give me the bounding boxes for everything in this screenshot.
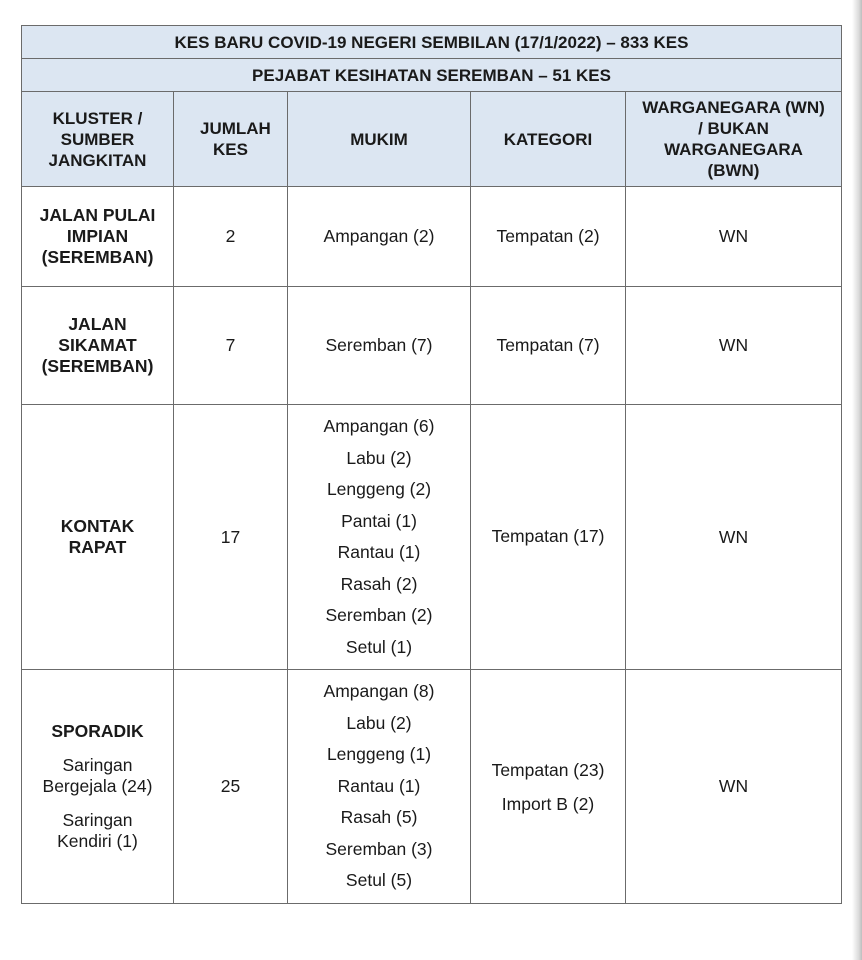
header-row bbox=[22, 92, 842, 187]
mukim-entry: Setul (5) bbox=[345, 870, 413, 891]
cell-mukim bbox=[288, 405, 471, 670]
mukim-entry: Seremban (3) bbox=[325, 838, 433, 859]
title-row bbox=[22, 26, 842, 59]
mukim-entry: Labu (2) bbox=[346, 712, 412, 733]
table-title: KES BARU COVID-19 NEGERI SEMBILAN (17/1/2022) – 833 KES bbox=[22, 26, 842, 59]
header-kluster: KLUSTER / SUMBER JANGKITAN bbox=[22, 92, 174, 187]
cell-kategori bbox=[471, 670, 626, 904]
kategori-entry: Tempatan (7) bbox=[496, 334, 600, 355]
mukim-entry: Rasah (5) bbox=[340, 807, 418, 828]
table-row bbox=[22, 670, 842, 904]
page-edge-shadow bbox=[852, 0, 862, 960]
mukim-entry: Rantau (1) bbox=[337, 542, 421, 562]
header-warganegara: WARGANEGARA (WN) / BUKAN WARGANEGARA (BWN) bbox=[626, 92, 842, 187]
cell-kluster: JALAN SIKAMAT (SEREMBAN) bbox=[22, 287, 174, 405]
kategori-entry: Tempatan (2) bbox=[496, 225, 600, 246]
cell-kluster bbox=[22, 670, 174, 904]
cell-kluster: JALAN PULAI IMPIAN (SEREMBAN) bbox=[22, 187, 174, 287]
mukim-entry: Seremban (7) bbox=[325, 334, 433, 355]
cell-jumlah: 25 bbox=[174, 670, 288, 904]
mukim-entry: Rasah (2) bbox=[340, 573, 418, 594]
mukim-entry: Lenggeng (2) bbox=[326, 479, 432, 499]
kluster-sub-entry: Saringan Kendiri (1) bbox=[57, 810, 138, 851]
cell-kategori bbox=[471, 287, 626, 405]
cell-jumlah: 17 bbox=[174, 405, 288, 670]
mukim-entry: Ampangan (2) bbox=[323, 225, 435, 246]
table-row bbox=[22, 187, 842, 287]
header-jumlah: JUMLAH KES bbox=[174, 92, 288, 187]
kategori-entry: Tempatan (17) bbox=[491, 526, 605, 547]
cell-warganegara: WN bbox=[626, 670, 842, 904]
mukim-entry: Pantai (1) bbox=[341, 510, 417, 531]
cell-mukim bbox=[288, 670, 471, 904]
cell-kluster: KONTAK RAPAT bbox=[22, 405, 174, 670]
cell-kategori bbox=[471, 187, 626, 287]
kategori-entry: Import B (2) bbox=[501, 793, 595, 814]
covid-case-table bbox=[21, 25, 842, 904]
mukim-entry: Seremban (2) bbox=[325, 605, 433, 625]
mukim-entry: Lenggeng (1) bbox=[326, 744, 432, 765]
table-subtitle: PEJABAT KESIHATAN SEREMBAN – 51 KES bbox=[22, 59, 842, 92]
cell-kategori bbox=[471, 405, 626, 670]
cell-jumlah: 7 bbox=[174, 287, 288, 405]
kluster-sub-entry: Saringan Bergejala (24) bbox=[42, 755, 153, 796]
cell-warganegara: WN bbox=[626, 287, 842, 405]
kategori-entry: Tempatan (23) bbox=[491, 759, 605, 780]
mukim-entry: Rantau (1) bbox=[337, 775, 421, 796]
mukim-entry: Ampangan (8) bbox=[323, 681, 435, 702]
header-mukim: MUKIM bbox=[288, 92, 471, 187]
kluster-title: SPORADIK bbox=[51, 721, 144, 741]
cell-warganegara: WN bbox=[626, 405, 842, 670]
subtitle-row bbox=[22, 59, 842, 92]
cell-warganegara: WN bbox=[626, 187, 842, 287]
mukim-entry: Setul (1) bbox=[345, 636, 413, 657]
table-row bbox=[22, 287, 842, 405]
table-row bbox=[22, 405, 842, 670]
mukim-entry: Ampangan (6) bbox=[323, 416, 435, 436]
cell-mukim bbox=[288, 287, 471, 405]
cell-jumlah: 2 bbox=[174, 187, 288, 287]
cell-mukim bbox=[288, 187, 471, 287]
mukim-entry: Labu (2) bbox=[346, 447, 412, 468]
header-kategori: KATEGORI bbox=[471, 92, 626, 187]
